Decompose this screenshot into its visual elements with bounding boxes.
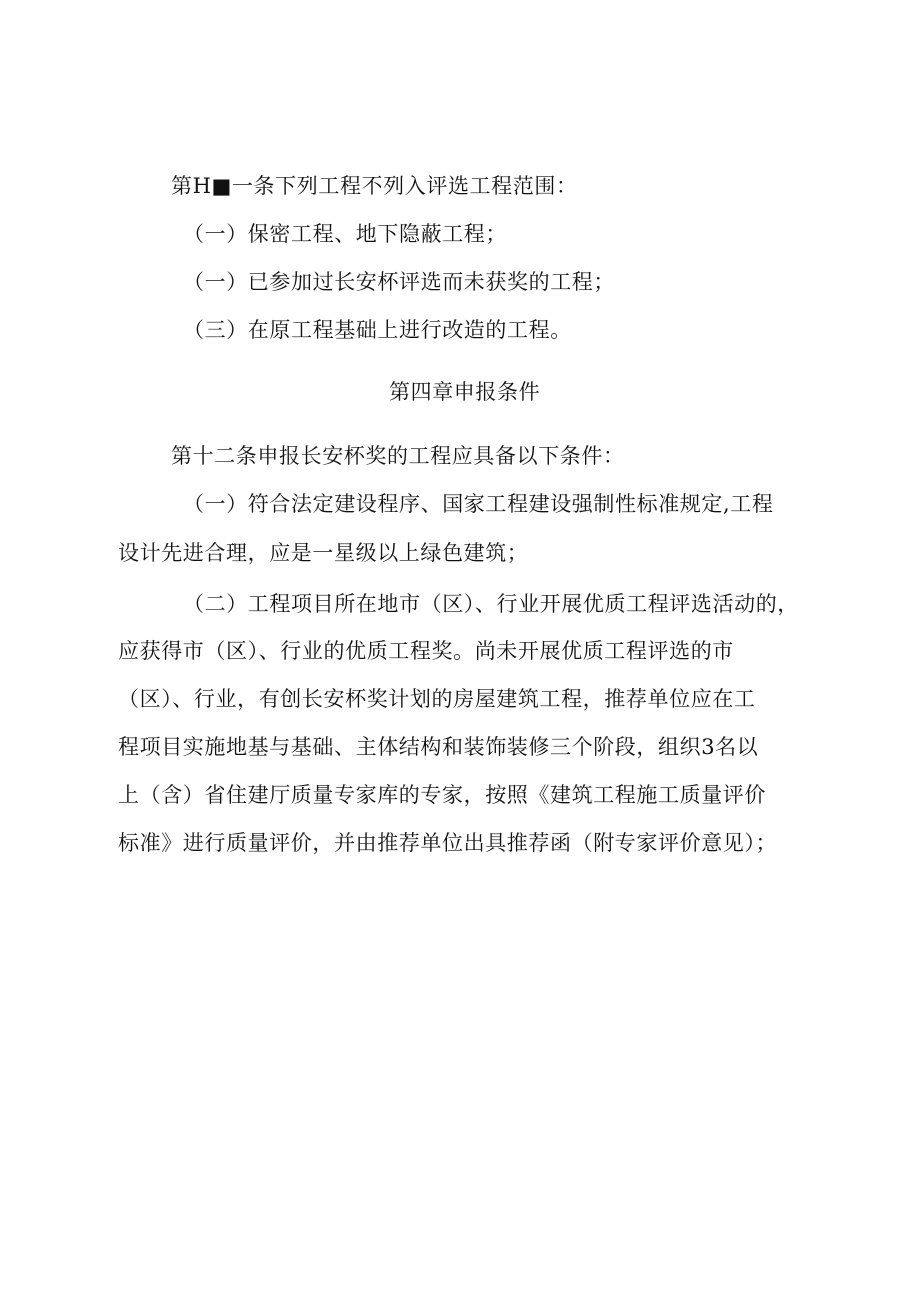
article-12-item-1-line-2: 设计先进合理，应是一星级以上绿色建筑； <box>118 541 529 565</box>
article-11-item-1: （一）保密工程、地下隐蔽工程； <box>183 222 507 246</box>
article-12-item-2-line-6: 标准》进行质量评价，并由推荐单位出具推荐函（附专家评价意见）； <box>118 831 778 855</box>
article-12-item-1-line-1: （一）符合法定建设程序、国家工程建设强制性标准规定,工程 <box>183 492 774 516</box>
article-12-item-2-line-1: （二）工程项目所在地市（区）、行业开展优质工程评选活动的， <box>183 592 799 616</box>
article-12-item-2-line-5: 上（含）省住建厅质量专家库的专家，按照《建筑工程施工质量评价 <box>118 783 766 807</box>
article-11-item-2: （一）已参加过长安杯评选而未获奖的工程； <box>183 270 615 294</box>
article-12-item-2-line-2: 应获得市（区）、行业的优质工程奖。尚未开展优质工程评选的市 <box>118 639 734 663</box>
article-12-item-2-line-4: 程项目实施地基与基础、主体结构和装饰装修三个阶段，组织3名以 <box>118 735 759 759</box>
article-11-item-3: （三）在原工程基础上进行改造的工程。 <box>183 318 572 342</box>
article-11-heading: 第H■一条下列工程不列入评选工程范围： <box>171 174 578 198</box>
chapter-title: 第四章申报条件 <box>389 380 541 404</box>
article-12-item-2-line-3: （区）、行业，有创长安杯奖计划的房屋建筑工程，推荐单位应在工 <box>118 687 756 711</box>
article-12-heading: 第十二条申报长安杯奖的工程应具备以下条件： <box>171 444 625 468</box>
